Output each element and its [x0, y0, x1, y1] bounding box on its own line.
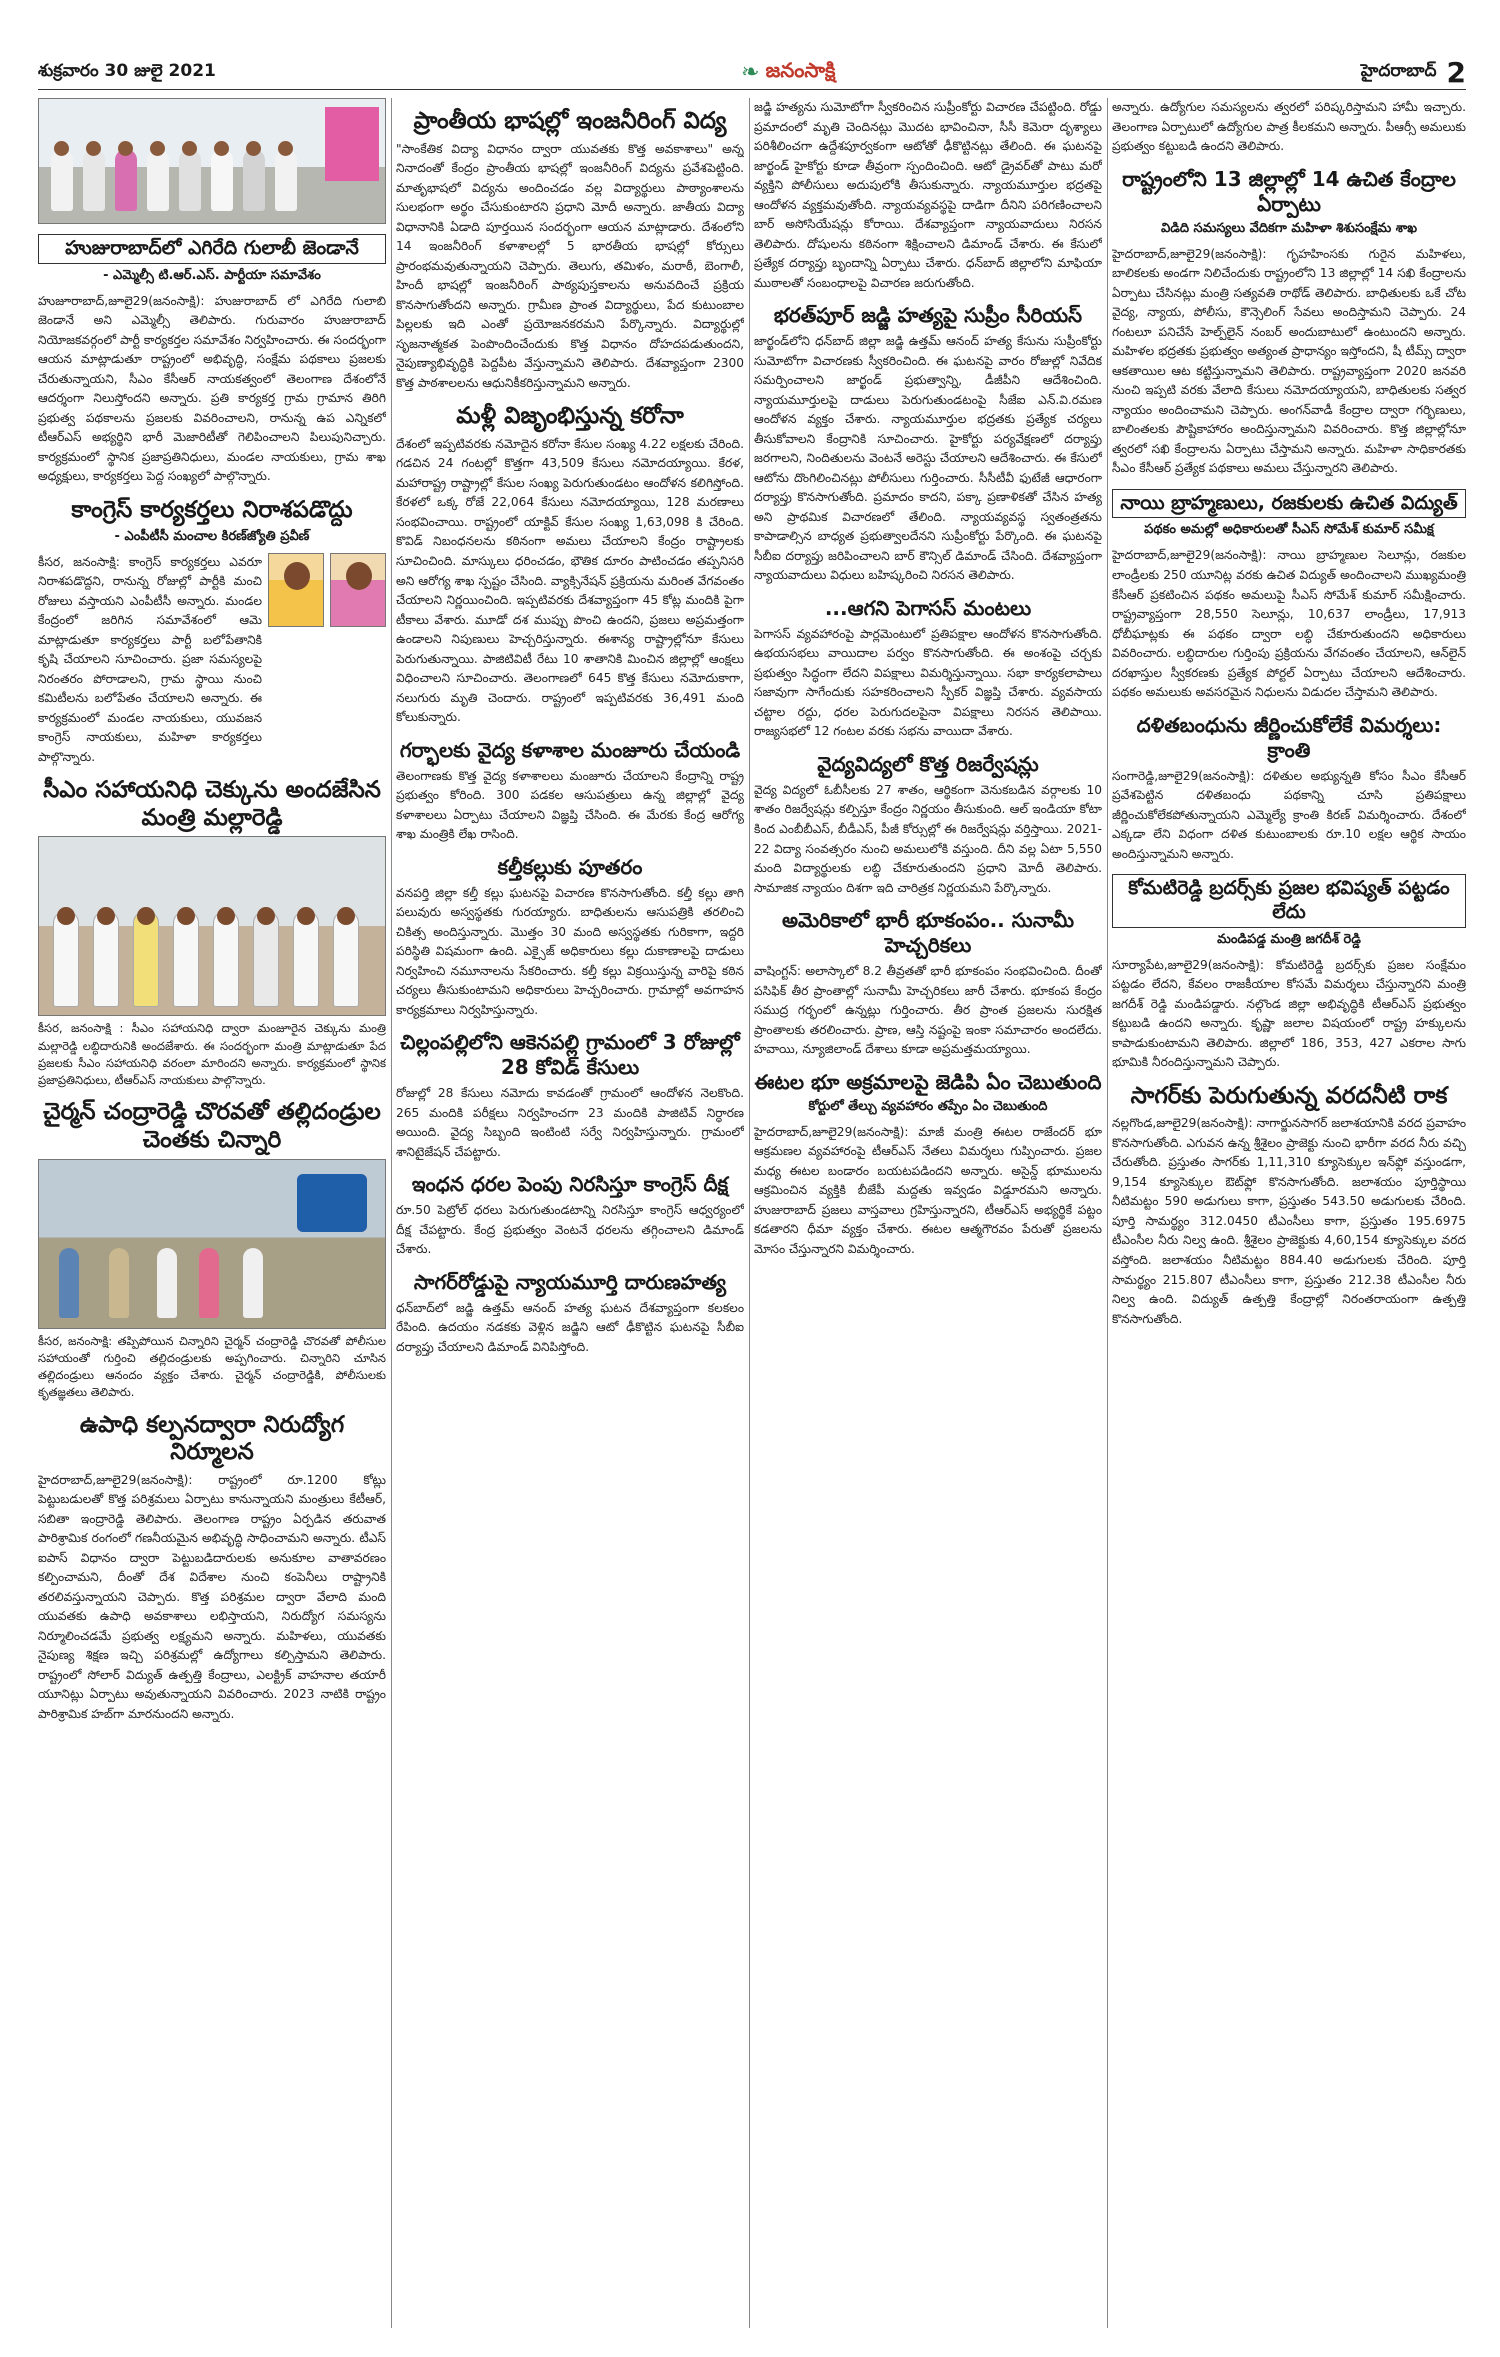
article-body: హైదరాబాద్,జూలై29(జనంసాక్షి): మాజీ మంత్రి ఈటల రాజేందర్ భూ ఆక్రమణల వ్యవహారంపై టీఆర్ఎస్ నేతలు విమర్శలు గుప్పించారు. ప్రజల మధ్య ఈటల బండారం బయటపడిందని అన్నారు. అసైన్డ్ భూములను ఆక్రమించిన వ్యక్తికి బీజేపీ మద్దతు ఇవ్వడం విడ్డూరమని అన్నారు. హుజురాబాద్ ప్రజలు వాస్తవాలు గ్రహిస్తున్నారని, టీఆర్ఎస్ అభ్యర్థికే పట్టం కడతారని ధీమా వ్యక్తం చేశారు. ఈటల ఆత్మగౌరవం పేరుతో ప్రజలను మోసం చేస్తున్నారని విమర్శించారు.: [754, 1124, 1102, 1256]
article-body: తెలంగాణకు కొత్త వైద్య కళాశాలలు మంజూరు చేయాలని కేంద్రాన్ని రాష్ట్ర ప్రభుత్వం కోరింది. 300 పడకల ఆసుపత్రులు ఉన్న జిల్లాల్లో వైద్య కళాశాలలు ఏర్పాటు చేయాలని విజ్ఞప్తి చేసింది. ఈ మేరకు కేంద్ర ఆరోగ్య శాఖ మంత్రికి లేఖ రాసింది.: [396, 768, 744, 842]
headline: కోమటిరెడ్డి బ్రదర్స్‌కు ప్రజల భవిష్యత్‌ పట్టడం లేదు: [1112, 874, 1466, 928]
article-body: హైదరాబాద్,జూలై29(జనంసాక్షి): గృహహింసకు గురైన మహిళలు, బాలికలకు అండగా నిలిచేందుకు రాష్ట్రంలోని 13 జిల్లాల్లో 14 సఖి కేంద్రాలను ఏర్పాటు చేసినట్లు మంత్రి సత్యవతి రాథోడ్ తెలిపారు. బాధితులకు ఒకే చోట వైద్య, న్యాయ, పోలీసు, కౌన్సెలింగ్ సేవలు అందిస్తామని చెప్పారు. 24 గంటలూ పనిచేసే హెల్ప్‌లైన్ నంబర్ అందుబాటులో ఉంటుందని అన్నారు. మహిళల భద్రతకు ప్రభుత్వం అత్యంత ప్రాధాన్యం ఇస్తోందని, షీ టీమ్స్ ద్వారా ఆకతాయిల ఆట కట్టిస్తున్నామని తెలిపారు. రాష్ట్రవ్యాప్తంగా 2020 జనవరి నుంచి ఇప్పటి వరకు వేలాది కేసులు నమోదయ్యాయని, బాధితులకు సత్వర న్యాయం అందించామని చెప్పారు. అంగన్‌వాడీ కేంద్రాల ద్వారా గర్భిణులు, బాలింతలకు పౌష్టికాహారం అందిస్తున్నామని వివరించారు. కొత్త జిల్లాల్లోనూ త్వరలో సఖి కేంద్రాలను ఏర్పాటు చేస్తామని అన్నారు. మహిళా సాధికారతకు సీఎం కేసీఆర్ ప్రత్యేక పథకాలు అమలు చేస్తున్నారని తెలిపారు.: [1112, 246, 1466, 476]
article-body: సూర్యాపేట,జూలై29(జనంసాక్షి): కోమటిరెడ్డి బ్రదర్స్‌కు ప్రజల సంక్షేమం పట్టడం లేదని, కేవలం రాజకీయాల కోసమే విమర్శలు చేస్తున్నారని మంత్రి జగదీశ్ రెడ్డి మండిపడ్డారు. నల్గొండ జిల్లా అభివృద్ధికి టీఆర్ఎస్ ప్రభుత్వం కట్టుబడి ఉందని అన్నారు. కృష్ణా జలాల విషయంలో రాష్ట్ర హక్కులను కాపాడుకుంటామని తెలిపారు. జిల్లాలో 186, 353, 427 ఎకరాల సాగు భూమికి నీరందిస్తున్నామని చెప్పారు.: [1112, 957, 1466, 1070]
portrait-photo: [268, 553, 324, 627]
edition-city: హైదరాబాద్: [1360, 60, 1437, 81]
article-body: కీసర, జనంసాక్షి: కాంగ్రెస్ కార్యకర్తలు ఎవరూ నిరాశపడొద్దని, రానున్న రోజుల్లో పార్టీకి మంచి రోజులు వస్తాయని ఎంపీటీసీ అన్నారు. మండల కేంద్రంలో జరిగిన సమావేశంలో ఆమె మాట్లాడుతూ కార్యకర్తలు పార్టీ బలోపేతానికి కృషి చేయాలని సూచించారు. ప్రజా సమస్యలపై నిరంతరం పోరాడాలని, గ్రామ స్థాయి నుంచి కమిటీలను బలోపేతం చేయాలని అన్నారు. ఈ కార్యక్రమంలో మండల నాయకులు, యువజన కాంగ్రెస్ నాయకులు, మహిళా కార్యకర్తలు పాల్గొన్నారు.: [38, 554, 262, 764]
subheadline: - ఎంపీటీసీ మంచాల కిరణ్‌జ్యోతి ప్రవీణ్: [114, 528, 310, 544]
subheadline: - ఎమ్మెల్సీ టి.ఆర్.ఎస్. పార్టీయా సమావేశం: [103, 267, 321, 283]
headline: సాగర్‌రోడ్డుపై న్యాయమూర్తి దారుణహత్య: [413, 1269, 727, 1294]
headline: హుజురాబాద్‌లో ఎగిరేది గులాబీ జెండానే: [38, 234, 386, 264]
tarp: [297, 1174, 367, 1232]
article-body: అన్నారు. ఉద్యోగుల సమస్యలను త్వరలో పరిష్కరిస్తామని హామీ ఇచ్చారు. తెలంగాణ ఏర్పాటులో ఉద్యోగుల పాత్ర కీలకమని అన్నారు. పీఆర్సీ అమలుకు ప్రభుత్వం కట్టుబడి ఉందని తెలిపారు.: [1112, 100, 1466, 154]
article-body: హుజూరాబాద్,జూలై29(జనంసాక్షి): హుజురాబాద్ లో ఎగిరేది గులాబి జెండానే అని ఎమ్మెల్సీ తెలిపారు. గురువారం హుజురాబాద్ నియోజకవర్గంలో పార్టీ కార్యకర్తల సమావేశం నిర్వహించారు. ఈ సందర్భంగా ఆయన మాట్లాడుతూ రాష్ట్రంలో అభివృద్ధి, సంక్షేమ పథకాలు ప్రజలకు చేరుతున్నాయని, సీఎం కేసీఆర్ నాయకత్వంలో తెలంగాణ దేశంలోనే ఆదర్శంగా నిలుస్తోందని అన్నారు. ప్రతి కార్యకర్త గ్రామ గ్రామాన తిరిగి ప్రభుత్వ పథకాలను ప్రజలకు వివరించాలని, రానున్న ఉప ఎన్నికలో టీఆర్ఎస్ అభ్యర్థిని భారీ మెజారిటీతో గెలిపించాలని పిలుపునిచ్చారు. కార్యక్రమంలో స్థానిక ప్రజాప్రతినిధులు, మండల నాయకులు, గ్రామ శాఖ అధ్యక్షులు, కార్యకర్తలు పెద్ద సంఖ్యలో పాల్గొన్నారు.: [38, 293, 386, 484]
headline: చైర్మన్ చంద్రారెడ్డి చొరవతో తల్లిదండ్రుల చెంతకు చిన్నారి: [43, 1099, 381, 1153]
headline: ఇంధన ధరల పెంపు నిరసిస్తూ కాంగ్రెస్ దీక్ష: [411, 1172, 729, 1197]
article-body: వనపర్తి జిల్లా కల్తీ కల్లు ఘటనపై విచారణ కొనసాగుతోంది. కల్తీ కల్లు తాగి పలువురు అస్వస్థతకు గురయ్యారు. బాధితులను ఆసుపత్రికి తరలించి చికిత్స అందిస్తున్నారు. మొత్తం 30 మంది అస్వస్థతకు గురికాగా, ఇద్దరి పరిస్థితి విషమంగా ఉంది. ఎక్సైజ్ అధికారులు కల్లు దుకాణాలపై దాడులు నిర్వహించి నమూనాలను సేకరించారు. కల్తీ కల్లు విక్రయిస్తున్న వారిపై కఠిన చర్యలు తీసుకుంటామని అధికారులు హెచ్చరించారు. గ్రామాల్లో అవగాహన కార్యక్రమాలు నిర్వహిస్తున్నారు.: [396, 885, 744, 1017]
party-banner: [325, 107, 379, 181]
headline: అమెరికాలో భారీ భూకంపం.. సునామీ హెచ్చరికలు: [781, 908, 1075, 958]
article-body: దేశంలో ఇప్పటివరకు నమోదైన కరోనా కేసుల సంఖ్య 4.22 లక్షలకు చేరింది. గడచిన 24 గంటల్లో కొత్తగా 43,509 కేసులు నమోదయ్యాయి. కేరళ, మహారాష్ట్ర రాష్ట్రాల్లో కేసుల సంఖ్య పెరుగుతుండటం ఆందోళన కలిగిస్తోంది. కేరళలో ఒక్క రోజే 22,064 కేసులు నమోదయ్యాయి, 128 మరణాలు సంభవించాయి. రాష్ట్రంలో యాక్టివ్ కేసుల సంఖ్య 1,63,098 కి చేరింది. కొవిడ్ నిబంధనలను కఠినంగా అమలు చేయాలని కేంద్రం రాష్ట్రాలకు సూచించింది. మాస్కులు ధరించడం, భౌతిక దూరం పాటించడం తప్పనిసరి అని ఆరోగ్య శాఖ స్పష్టం చేసింది. వ్యాక్సినేషన్ ప్రక్రియను మరింత వేగవంతం చేయాలని నిర్ణయించింది. ఇప్పటివరకు దేశవ్యాప్తంగా 45 కోట్ల మందికి పైగా టీకాలు వేశారు. మూడో దశ ముప్పు పొంచి ఉందని, ప్రజలు అప్రమత్తంగా ఉండాలని నిపుణులు హెచ్చరిస్తున్నారు. ఈశాన్య రాష్ట్రాల్లోనూ కేసులు పెరుగుతున్నాయి. పాజిటివిటీ రేటు 10 శాతానికి మించిన జిల్లాల్లో ఆంక్షలు విధించాలని సూచించారు. తెలంగాణలో 645 కొత్త కేసులు నమోదుకాగా, నలుగురు మృతి చెందారు. రాష్ట్రంలో ఇప్పటివరకు 36,491 మంది కోలుకున్నారు.: [396, 436, 744, 725]
headline: కల్తీకల్లుకు పూతరం: [497, 854, 643, 879]
newspaper-logo: [741, 58, 835, 87]
article-body: సంగారెడ్డి,జూలై29(జనంసాక్షి): దళితుల అభ్యున్నతి కోసం సీఎం కేసీఆర్ ప్రవేశపెట్టిన దళితబంధు పథకాన్ని చూసి ప్రతిపక్షాలు జీర్ణించుకోలేకపోతున్నాయని ఎమ్మెల్యే క్రాంతి కిరణ్ విమర్శించారు. దేశంలో ఎక్కడా లేని విధంగా దళిత కుటుంబాలకు రూ.10 లక్షల ఆర్థిక సాయం అందిస్తున్నామని అన్నారు.: [1112, 768, 1466, 861]
headline: చిల్లంపల్లిలోని ఆకెనపల్లి గ్రామంలో 3 రోజుల్లో 28 కోవిడ్ కేసులు: [400, 1030, 740, 1080]
photo-caption: కీసర, జనంసాక్షి : సీఎం సహాయనిధి ద్వారా మంజూరైన చెక్కును మంత్రి మల్లారెడ్డి లబ్ధిదారునికి అందజేశారు. ఈ సందర్భంగా మంత్రి మాట్లాడుతూ పేద ప్రజలకు సీఎం సహాయనిధి వరంలా మారిందని అన్నారు. కార్యక్రమంలో స్థానిక ప్రజాప్రతినిధులు, టీఆర్ఎస్ నాయకులు పాల్గొన్నారు.: [38, 1021, 386, 1088]
subheadline: పథకం అమల్లో అధికారులతో సీఎస్ సోమేశ్ కుమార్ సమీక్ష: [1144, 522, 1434, 538]
photo-caption: కీసర, జనంసాక్షి: తప్పిపోయిన చిన్నారిని చైర్మన్ చంద్రారెడ్డి చొరవతో పోలీసుల సహాయంతో గుర్తించి తల్లిదండ్రులకు అప్పగించారు. చిన్నారిని చూసిన తల్లిదండ్రులు ఆనందం వ్యక్తం చేశారు. చైర్మన్ చంద్రారెడ్డికి, పోలీసులకు కృతజ్ఞతలు తెలిపారు.: [38, 1333, 386, 1400]
headline: ఈటల భూ అక్రమాలపై జెడిపి ఏం చెబుతుంది: [754, 1069, 1102, 1094]
masthead: [38, 56, 1466, 90]
column-2: [396, 98, 744, 2328]
page-number: 2: [1446, 56, 1466, 89]
article-body: వైద్య విద్యలో ఓబీసీలకు 27 శాతం, ఆర్థికంగా వెనుకబడిన వర్గాలకు 10 శాతం రిజర్వేషన్లు కల్పిస్తూ కేంద్రం నిర్ణయం తీసుకుంది. ఆల్ ఇండియా కోటా కింద ఎంబీబీఎస్, బీడీఎస్, పీజీ కోర్సుల్లో ఈ రిజర్వేషన్లు వర్తిస్తాయి. 2021-22 విద్యా సంవత్సరం నుంచి అమలులోకి వస్తుంది. దీని వల్ల ఏటా 5,550 మంది విద్యార్థులకు లబ్ధి చేకూరుతుందని ప్రధాని మోదీ తెలిపారు. సామాజిక న్యాయం దిశగా ఇది చారిత్రక నిర్ణయమని పేర్కొన్నారు.: [754, 782, 1102, 895]
headline: భరత్‌పూర్ జడ్జి హత్యపై సుప్రీం సీరియస్: [773, 303, 1083, 328]
subheadline: విడిది సమస్యలు వేదికగా మహిళా శిశుసంక్షేమ శాఖ: [1160, 220, 1418, 236]
headline: వైద్యవిద్యలో కొత్త రిజర్వేషన్లు: [817, 751, 1039, 776]
headline: సాగర్‌కు పెరుగుతున్న వరదనీటి రాక: [1130, 1082, 1448, 1109]
headline: సీఎం సహాయనిధి చెక్కును అందజేసిన మంత్రి మల్లారెడ్డి: [43, 777, 381, 831]
article-body: హైదరాబాద్,జూలై29(జనంసాక్షి): నాయి బ్రాహ్మణుల సెలూన్లు, రజకుల లాండ్రీలకు 250 యూనిట్ల వరకు ఉచిత విద్యుత్ అందించాలని ముఖ్యమంత్రి కేసీఆర్ ప్రకటించిన పథకం అమలుపై సీఎస్ సోమేశ్ కుమార్ సమీక్షించారు. రాష్ట్రవ్యాప్తంగా 28,550 సెలూన్లు, 10,637 లాండ్రీలు, 17,913 ధోబీఘాట్లకు ఈ పథకం ద్వారా లబ్ధి చేకూరుతుందని అధికారులు వివరించారు. లబ్ధిదారుల గుర్తింపు ప్రక్రియను వేగవంతం చేయాలని, ఆన్‌లైన్ దరఖాస్తుల స్వీకరణకు ప్రత్యేక పోర్టల్ ఏర్పాటు చేయాలని ఆదేశించారు. పథకం అమలుకు అవసరమైన నిధులను విడుదల చేస్తామని తెలిపారు.: [1112, 548, 1466, 700]
group-photo: [38, 98, 386, 224]
headline: దళితబంధును జీర్ణించుకోలేకే విమర్శలు: క్రాంతి: [1136, 712, 1442, 762]
headline: రాష్ట్రంలోని 13 జిల్లాల్లో 14 ఉచిత కేంద్రాల ఏర్పాటు: [1122, 166, 1456, 216]
article-body: వాషింగ్టన్: అలాస్కాలో 8.2 తీవ్రతతో భారీ భూకంపం సంభవించింది. దీంతో పసిఫిక్ తీర ప్రాంతాల్లో సునామీ హెచ్చరికలు జారీ చేశారు. భూకంప కేంద్రం సముద్ర గర్భంలో ఉన్నట్లు గుర్తించారు. తీర ప్రాంత ప్రజలను సురక్షిత ప్రాంతాలకు తరలించారు. ప్రాణ, ఆస్తి నష్టంపై ఇంకా సమాచారం అందలేదు. హవాయి, న్యూజిలాండ్ దేశాలు కూడా అప్రమత్తమయ్యాయి.: [754, 964, 1102, 1057]
subheadline: కోర్టులో తేల్చు వ్యవహారం తప్పేం ఏం చెబుతుంది: [808, 1098, 1048, 1114]
headline: మళ్లీ విజృంభిస్తున్న కరోనా: [456, 403, 684, 430]
article-body: పెగాసస్ వ్యవహారంపై పార్లమెంటులో ప్రతిపక్షాల ఆందోళన కొనసాగుతోంది. ఉభయసభలు వాయిదాల పర్వం కొనసాగుతోంది. ఈ అంశంపై చర్చకు ప్రభుత్వం సిద్ధంగా లేదని విపక్షాలు విమర్శిస్తున్నాయి. సభా కార్యకలాపాలు సజావుగా సాగేందుకు సహకరించాలని స్పీకర్ విజ్ఞప్తి చేశారు. వ్యవసాయ చట్టాల రద్దు, ధరల పెరుగుదలపైనా విపక్షాలు నిరసన తెలిపాయి. రాజ్యసభలో 12 గంటల వరకు సభను వాయిదా వేశారు.: [754, 626, 1102, 739]
article-body: జడ్జి హత్యను సుమోటోగా స్వీకరించిన సుప్రీంకోర్టు విచారణ చేపట్టింది. రోడ్డు ప్రమాదంలో మృతి చెందినట్లు మొదట భావించినా, సీసీ కెమెరా దృశ్యాలు పరిశీలించగా ఉద్దేశపూర్వకంగా ఆటోతో ఢీకొట్టినట్లు తేలింది. ఈ ఘటనపై జార్ఖండ్ హైకోర్టు కూడా తీవ్రంగా స్పందించింది. ఆటో డ్రైవర్‌తో పాటు మరో వ్యక్తిని పోలీసులు అదుపులోకి తీసుకున్నారు. న్యాయమూర్తుల భద్రతపై ఆందోళన వ్యక్తమవుతోంది. న్యాయవ్యవస్థపై దాడిగా దీనిని పరిగణించాలని బార్ అసోసియేషన్లు కోరాయి. దేశవ్యాప్తంగా న్యాయవాదులు నిరసన తెలిపారు. దోషులను కఠినంగా శిక్షించాలని డిమాండ్ చేశారు. ఈ కేసులో ప్రత్యేక దర్యాప్తు బృందాన్ని ఏర్పాటు చేశారు. ధన్‌బాద్ జిల్లాలోని మాఫియా ముఠాలతో సంబంధాలపై విచారణ జరుగుతోంది.: [754, 100, 1102, 290]
issue-date: శుక్రవారం 30 జులై 2021: [38, 60, 216, 81]
article-body: హైదరాబాద్,జూలై29(జనంసాక్షి): రాష్ట్రంలో రూ.1200 కోట్లు పెట్టుబడులతో కొత్త పరిశ్రమలు ఏర్పాటు కానున్నాయని మంత్రులు కేటీఆర్, సబితా ఇంద్రారెడ్డి తెలిపారు. తెలంగాణ రాష్ట్రం ఏర్పడిన తరువాత పారిశ్రామిక రంగంలో గణనీయమైన అభివృద్ధి సాధించామని అన్నారు. టీఎస్ ఐపాస్ విధానం ద్వారా పెట్టుబడిదారులకు అనుకూల వాతావరణం కల్పించామని, దీంతో దేశ విదేశాల నుంచి కంపెనీలు రాష్ట్రానికి తరలివస్తున్నాయని చెప్పారు. కొత్త పరిశ్రమల ద్వారా వేలాది మంది యువతకు ఉపాధి అవకాశాలు లభిస్తాయని, నిరుద్యోగ సమస్యను నిర్మూలించడమే ప్రభుత్వ లక్ష్యమని అన్నారు. మహిళలు, యువతకు నైపుణ్య శిక్షణ ఇచ్చి పరిశ్రమల్లో ఉద్యోగాలు కల్పిస్తామని తెలిపారు. రాష్ట్రంలో సోలార్ విద్యుత్ ఉత్పత్తి కేంద్రాలు, ఎలక్ట్రిక్ వాహనాల తయారీ యూనిట్లు ఏర్పాటు అవుతున్నాయని వివరించారు. 2023 నాటికి రాష్ట్రం పారిశ్రామిక హబ్‌గా మారనుందని అన్నారు.: [38, 1472, 386, 1721]
article-body: నల్లగొండ,జూలై29(జనంసాక్షి): నాగార్జునసాగర్ జలాశయానికి వరద ప్రవాహం కొనసాగుతోంది. ఎగువన ఉన్న శ్రీశైలం ప్రాజెక్టు నుంచి భారీగా వరద నీరు వచ్చి చేరుతోంది. ప్రస్తుతం సాగర్‌కు 1,11,310 క్యూసెక్కుల ఇన్‌ఫ్లో వస్తుండగా, 9,154 క్యూసెక్కుల ఔట్‌ఫ్లో కొనసాగుతోంది. జలాశయం పూర్తిస్థాయి నీటిమట్టం 590 అడుగులు కాగా, ప్రస్తుతం 543.50 అడుగులకు చేరింది. పూర్తి సామర్థ్యం 312.0450 టీఎంసీలు కాగా, ప్రస్తుతం 195.6975 టీఎంసీల నీరు నిల్వ ఉంది. శ్రీశైలం ప్రాజెక్టుకు 4,60,154 క్యూసెక్కుల వరద వస్తోంది. జలాశయం నీటిమట్టం 884.40 అడుగులకు చేరింది. పూర్తి సామర్థ్యం 215.807 టీఎంసీలు కాగా, ప్రస్తుతం 212.38 టీఎంసీల నీరు నిల్వ ఉంది. విద్యుత్ ఉత్పత్తి కేంద్రాల్లో నిరంతరాయంగా ఉత్పత్తి కొనసాగుతోంది.: [1112, 1116, 1466, 1326]
headline: ...ఆగని పెగాసస్ మంటలు: [824, 595, 1032, 620]
cheque-handover-photo: [38, 836, 386, 1016]
article-body: రూ.50 పెట్రోల్ ధరలు పెరుగుతుండటాన్ని నిరసిస్తూ కాంగ్రెస్ ఆధ్వర్యంలో దీక్ష చేపట్టారు. కేంద్ర ప్రభుత్వం వెంటనే ధరలను తగ్గించాలని డిమాండ్ చేశారు.: [396, 1203, 744, 1257]
headline: గర్భాలకు వైద్య కళాశాల మంజూరు చేయండి: [399, 737, 741, 762]
column-divider: [1107, 98, 1108, 2328]
reunion-photo: [38, 1159, 386, 1329]
column-divider: [391, 98, 392, 2328]
portrait-photo: [330, 553, 386, 627]
leaf-icon: ❧: [741, 60, 760, 85]
headline: కాంగ్రెస్ కార్యకర్తలు నిరాశపడొద్దు: [71, 496, 353, 523]
article-body: "సాంకేతిక విద్యా విధానం ద్వారా యువతకు కొత్త అవకాశాలు" అన్న నినాదంతో కేంద్రం ప్రాంతీయ భాషల్లో ఇంజనీరింగ్ విద్యను ప్రవేశపెట్టింది. మాతృభాషలో విద్యను అందించడం వల్ల విద్యార్థులు పాఠ్యాంశాలను సులభంగా అర్థం చేసుకుంటారని ప్రధాని మోదీ అన్నారు. జాతీయ విద్యా విధానానికి ఏడాది పూర్తయిన సందర్భంగా ఆయన మాట్లాడారు. దేశంలోని 14 ఇంజనీరింగ్ కళాశాలల్లో 5 భారతీయ భాషల్లో కోర్సులు ప్రారంభమవుతున్నాయని చెప్పారు. తెలుగు, తమిళం, మరాఠీ, బెంగాలీ, హిందీ భాషల్లో ఇంజనీరింగ్ పాఠ్యపుస్తకాలను అనువదించే ప్రక్రియ కొనసాగుతోందని అన్నారు. గ్రామీణ ప్రాంత విద్యార్థులు, పేద కుటుంబాల పిల్లలకు ఇది ఎంతో ప్రయోజనకరమని పేర్కొన్నారు. విద్యార్థుల్లో సృజనాత్మకత పెంపొందించేందుకు కొత్త విధానం దోహదపడుతుందని, నైపుణ్యాభివృద్ధికి పెద్దపీట వేస్తున్నామని తెలిపారు. దేశవ్యాప్తంగా 2300 కొత్త పాఠశాలలను ఆధునికీకరిస్తున్నామని అన్నారు.: [396, 141, 744, 390]
headline: ప్రాంతీయ భాషల్లో ఇంజనీరింగ్ విద్య: [413, 108, 727, 134]
article-body: ధన్‌బాద్‌లో జడ్జి ఉత్తమ్ ఆనంద్ హత్య ఘటన దేశవ్యాప్తంగా కలకలం రేపింది. ఉదయం నడకకు వెళ్లిన జడ్జిని ఆటో ఢీకొట్టిన ఘటనపై సీబీఐ దర్యాప్తు చేయాలని డిమాండ్ వినిపిస్తోంది.: [396, 1300, 744, 1354]
newspaper-brand: జనంసాక్షి: [765, 58, 836, 82]
column-divider: [749, 98, 750, 2328]
column-1: [38, 98, 386, 2328]
headline: నాయి బ్రాహ్మణులు, రజకులకు ఉచిత విద్యుత్: [1112, 489, 1466, 519]
article-body: జార్ఖండ్‌లోని ధన్‌బాద్ జిల్లా జడ్జి ఉత్తమ్ ఆనంద్ హత్య కేసును సుప్రీంకోర్టు సుమోటోగా విచారణకు స్వీకరించింది. ఈ ఘటనపై వారం రోజుల్లో నివేదిక సమర్పించాలని జార్ఖండ్ ప్రభుత్వాన్ని, డీజీపీని ఆదేశించింది. న్యాయమూర్తులపై దాడులు పెరుగుతుండటంపై సీజేఐ ఎన్.వి.రమణ ఆందోళన వ్యక్తం చేశారు. న్యాయమూర్తుల భద్రతకు ప్రత్యేక చర్యలు తీసుకోవాలని కేంద్రానికి సూచించారు. హైకోర్టు పర్యవేక్షణలో దర్యాప్తు జరగాలని, నిందితులను వెంటనే అరెస్టు చేయాలని ఆదేశించారు. ఈ కేసులో ఆటోను దొంగిలించినట్లు పోలీసులు గుర్తించారు. సీసీటీవీ ఫుటేజీ ఆధారంగా దర్యాప్తు కొనసాగుతోంది. ప్రమాదం కాదని, పక్కా ప్రణాళికతో చేసిన హత్య అని ప్రాథమిక విచారణలో తేలింది. న్యాయవ్యవస్థ స్వతంత్రతను కాపాడాల్సిన బాధ్యత ప్రభుత్వాలదేనని సుప్రీంకోర్టు పేర్కొంది. ఈ ఘటనపై సీబీఐ దర్యాప్తు జరిపించాలని బార్ కౌన్సిల్ డిమాండ్ చేసింది. దేశవ్యాప్తంగా న్యాయవాదులు విధులు బహిష్కరించి నిరసన తెలిపారు.: [754, 334, 1102, 583]
column-3: [754, 98, 1102, 2328]
headline: ఉపాధి కల్పనద్వారా నిరుద్యోగ నిర్మూలన: [79, 1411, 345, 1466]
edition-info: [1361, 56, 1466, 89]
article-body: రోజుల్లో 28 కేసులు నమోదు కావడంతో గ్రామంలో ఆందోళన నెలకొంది. 265 మందికి పరీక్షలు నిర్వహించగా 23 మందికి పాజిటివ్ నిర్ధారణ అయింది. వైద్య సిబ్బంది ఇంటింటి సర్వే నిర్వహిస్తున్నారు. గ్రామంలో శానిటైజేషన్ చేపట్టారు.: [396, 1086, 744, 1159]
subheadline: మండిపడ్డ మంత్రి జగదీశ్ రెడ్డి: [1217, 931, 1361, 947]
column-4: [1112, 98, 1466, 2328]
